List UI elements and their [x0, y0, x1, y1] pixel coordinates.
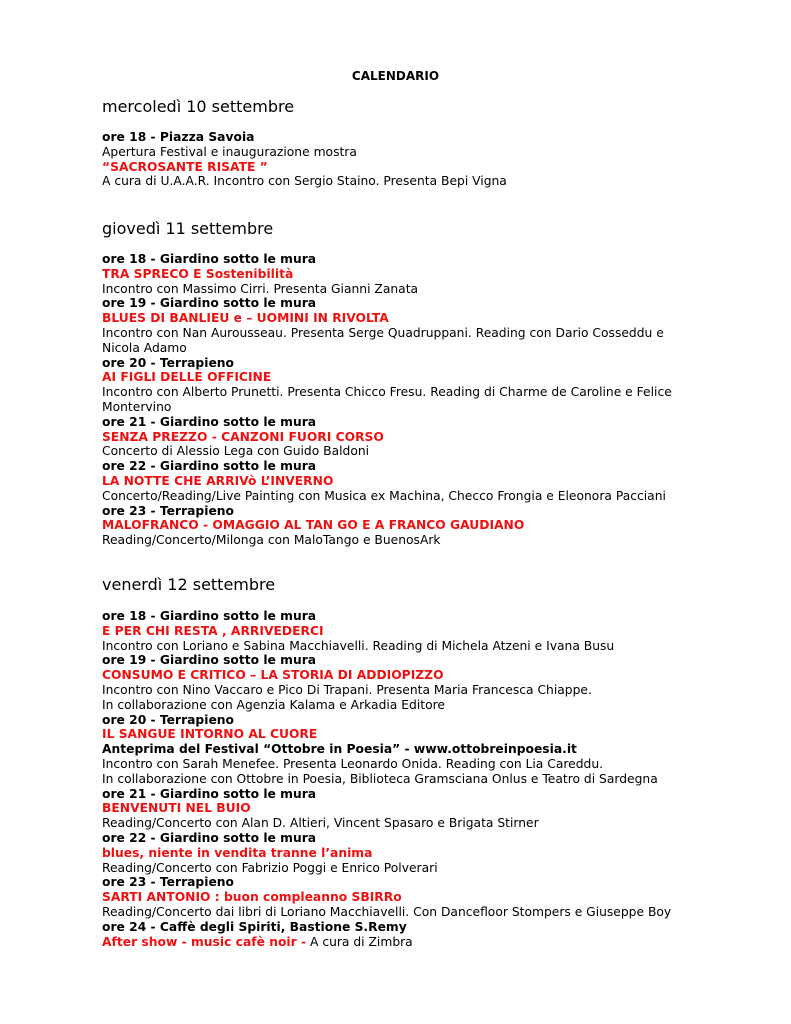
- event-time-location: ore 20 - Terrapieno: [102, 355, 234, 370]
- event-time-location: ore 22 - Giardino sotto le mura: [102, 830, 317, 845]
- event-title: blues, niente in vendita tranne l’anima: [102, 845, 373, 860]
- event-time-location: ore 21 - Giardino sotto le mura: [102, 786, 317, 801]
- event-time-location: ore 18 - Piazza Savoia: [102, 130, 255, 144]
- event-time-location: ore 22 - Giardino sotto le mura: [102, 459, 317, 474]
- event-description: Incontro con Sarah Menefee. Presenta Leonardo Onida. Reading con Lia Careddu.: [102, 756, 604, 771]
- event-description: Incontro con Nan Aurousseau. Presenta Serge Quadruppani. Reading con Dario Cosseddu e: [102, 325, 664, 340]
- event-title: SENZA PREZZO - CANZONI FUORI CORSO: [102, 429, 384, 444]
- event-title: SARTI ANTONIO : buon compleanno SBIRRo: [102, 890, 402, 905]
- event-title: MALOFRANCO - OMAGGIO AL TAN GO E A FRANCO GAUDIANO: [102, 518, 525, 533]
- event-description: Incontro con Massimo Cirri. Presenta Gianni Zanata: [102, 281, 419, 296]
- event-description: Nicola Adamo: [102, 340, 187, 355]
- event-time-location: ore 18 - Giardino sotto le mura: [102, 252, 317, 266]
- event-title: “SACROSANTE RISATE ”: [102, 159, 268, 174]
- event-title: LA NOTTE CHE ARRIVò L’INVERNO: [102, 473, 334, 488]
- event-title: E PER CHI RESTA , ARRIVEDERCI: [102, 623, 324, 638]
- event-time-location: ore 20 - Terrapieno: [102, 712, 234, 727]
- event-title: TRA SPRECO E Sostenibilità: [102, 266, 294, 281]
- day-events-thursday: [102, 252, 762, 548]
- event-title: BLUES DI BANLIEU e – UOMINI IN RIVOLTA: [102, 311, 389, 326]
- day-events-friday: [102, 609, 762, 949]
- event-description: Reading/Concerto/Milonga con MaloTango e BuenosArk: [102, 533, 441, 548]
- event-description: Montervino: [102, 399, 172, 414]
- event-title: BENVENUTI NEL BUIO: [102, 801, 251, 816]
- event-time-location: ore 19 - Giardino sotto le mura: [102, 296, 317, 311]
- event-title: IL SANGUE INTORNO AL CUORE: [102, 727, 318, 742]
- event-title: After show - music cafè noir -: [102, 934, 307, 949]
- event-description: Concerto di Alessio Lega con Guido Baldoni: [102, 444, 370, 459]
- event-description: Apertura Festival e inaugurazione mostra: [102, 144, 357, 159]
- event-time-location: ore 23 - Terrapieno: [102, 875, 234, 890]
- day-heading-wednesday: mercoledì 10 settembre: [102, 97, 295, 116]
- event-description: Reading/Concerto con Alan D. Altieri, Vincent Spasaro e Brigata Stirner: [102, 816, 539, 831]
- event-description: A cura di Zimbra: [310, 934, 413, 949]
- document-title: CALENDARIO: [351, 69, 440, 83]
- event-description: Reading/Concerto con Fabrizio Poggi e Enrico Polverari: [102, 860, 438, 875]
- event-time-location: ore 19 - Giardino sotto le mura: [102, 653, 317, 668]
- event-time-location: ore 24 - Caffè degli Spiriti, Bastione S.Remy: [102, 919, 407, 934]
- event-description: Incontro con Loriano e Sabina Macchiavelli. Reading di Michela Atzeni e Ivana Busu: [102, 638, 615, 653]
- event-preview-note: Anteprima del Festival “Ottobre in Poesia” - www.ottobreinpoesia.it: [102, 742, 577, 757]
- day-heading-thursday: giovedì 11 settembre: [102, 219, 274, 238]
- day-heading-friday: venerdì 12 settembre: [102, 575, 276, 594]
- event-title: CONSUMO E CRITICO – LA STORIA DI ADDIOPIZZO: [102, 668, 444, 683]
- event-time-location: ore 18 - Giardino sotto le mura: [102, 609, 317, 623]
- event-description: Incontro con Alberto Prunetti. Presenta Chicco Fresu. Reading di Charme de Caroline e Felice: [102, 385, 672, 400]
- event-time-location: ore 21 - Giardino sotto le mura: [102, 414, 317, 429]
- event-description: Reading/Concerto dai libri di Loriano Macchiavelli. Con Dancefloor Stompers e Giuseppe Boy: [102, 904, 672, 919]
- event-description: Concerto/Reading/Live Painting con Musica ex Machina, Checco Frongia e Eleonora Pacciani: [102, 488, 666, 503]
- event-description: In collaborazione con Ottobre in Poesia, Biblioteca Gramsciana Onlus e Teatro di Sardegna: [102, 771, 658, 786]
- day-events-wednesday: [102, 130, 762, 189]
- event-title: AI FIGLI DELLE OFFICINE: [102, 370, 272, 385]
- event-description: A cura di U.A.A.R. Incontro con Sergio Staino. Presenta Bepi Vigna: [102, 174, 507, 189]
- event-description: In collaborazione con Agenzia Kalama e Arkadia Editore: [102, 697, 445, 712]
- event-time-location: ore 23 - Terrapieno: [102, 503, 234, 518]
- event-description: Incontro con Nino Vaccaro e Pico Di Trapani. Presenta Maria Francesca Chiappe.: [102, 682, 592, 697]
- event-after-show: [102, 935, 762, 950]
